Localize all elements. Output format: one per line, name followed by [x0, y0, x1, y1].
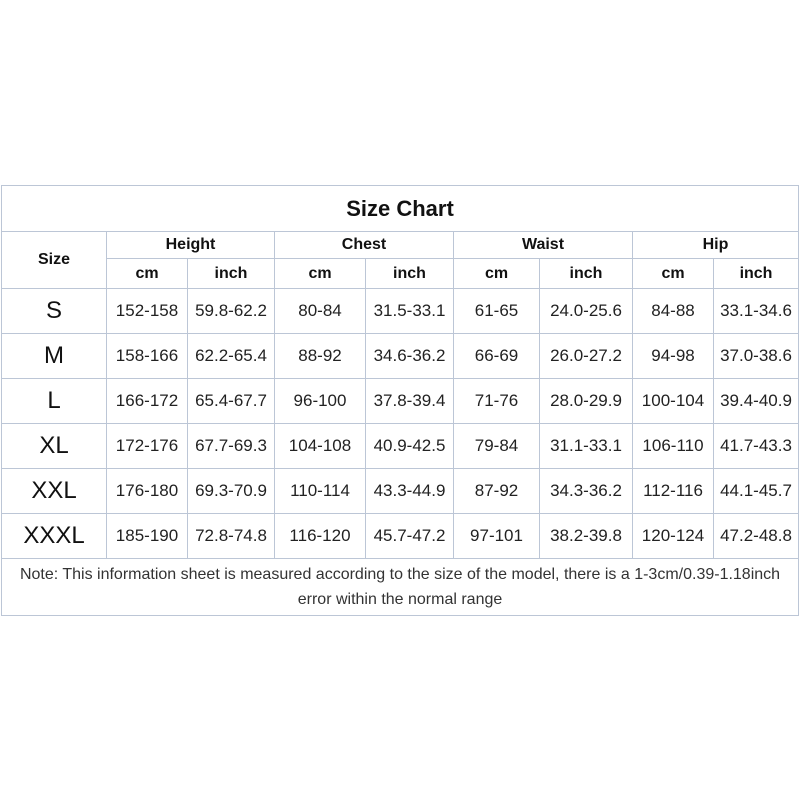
table-cell: 84-88 [633, 289, 714, 334]
unit-header: cm [633, 259, 714, 289]
unit-header: cm [454, 259, 540, 289]
table-cell: 172-176 [107, 424, 188, 469]
table-cell: 61-65 [454, 289, 540, 334]
table-cell: 31.5-33.1 [366, 289, 454, 334]
table-cell: 110-114 [275, 469, 366, 514]
table-cell: 34.3-36.2 [540, 469, 633, 514]
table-cell: 26.0-27.2 [540, 334, 633, 379]
table-cell: 45.7-47.2 [366, 514, 454, 559]
table-row [2, 289, 799, 334]
table-cell: 69.3-70.9 [188, 469, 275, 514]
table-cell: 40.9-42.5 [366, 424, 454, 469]
table-cell: 96-100 [275, 379, 366, 424]
table-cell: 120-124 [633, 514, 714, 559]
table-row [2, 514, 799, 559]
unit-header: inch [366, 259, 454, 289]
table-cell: 97-101 [454, 514, 540, 559]
table-cell: 38.2-39.8 [540, 514, 633, 559]
table-cell: 37.8-39.4 [366, 379, 454, 424]
size-chart-table [1, 185, 799, 616]
size-label: XXL [2, 469, 107, 514]
waist-header: Waist [454, 232, 633, 259]
chart-title: Size Chart [2, 186, 799, 232]
unit-header: inch [540, 259, 633, 289]
table-cell: 88-92 [275, 334, 366, 379]
table-cell: 24.0-25.6 [540, 289, 633, 334]
table-cell: 80-84 [275, 289, 366, 334]
table-cell: 67.7-69.3 [188, 424, 275, 469]
table-cell: 116-120 [275, 514, 366, 559]
size-column-header: Size [2, 232, 107, 289]
table-cell: 65.4-67.7 [188, 379, 275, 424]
table-cell: 39.4-40.9 [714, 379, 799, 424]
unit-header: cm [107, 259, 188, 289]
unit-header: inch [714, 259, 799, 289]
table-cell: 31.1-33.1 [540, 424, 633, 469]
table-cell: 185-190 [107, 514, 188, 559]
table-cell: 158-166 [107, 334, 188, 379]
size-label: L [2, 379, 107, 424]
table-row [2, 469, 799, 514]
table-cell: 66-69 [454, 334, 540, 379]
size-label: S [2, 289, 107, 334]
table-cell: 100-104 [633, 379, 714, 424]
table-row [2, 334, 799, 379]
table-cell: 104-108 [275, 424, 366, 469]
table-row [2, 379, 799, 424]
table-cell: 34.6-36.2 [366, 334, 454, 379]
size-label: XL [2, 424, 107, 469]
table-cell: 106-110 [633, 424, 714, 469]
footnote: Note: This information sheet is measured according to the size of the model, there is a 1-3cm/0.39-1.18inch error within the normal range [2, 559, 799, 616]
table-cell: 43.3-44.9 [366, 469, 454, 514]
height-header: Height [107, 232, 275, 259]
size-label: M [2, 334, 107, 379]
table-cell: 71-76 [454, 379, 540, 424]
unit-header: cm [275, 259, 366, 289]
table-cell: 152-158 [107, 289, 188, 334]
table-cell: 41.7-43.3 [714, 424, 799, 469]
table-cell: 33.1-34.6 [714, 289, 799, 334]
table-cell: 94-98 [633, 334, 714, 379]
table-cell: 72.8-74.8 [188, 514, 275, 559]
table-cell: 37.0-38.6 [714, 334, 799, 379]
chest-header: Chest [275, 232, 454, 259]
table-cell: 176-180 [107, 469, 188, 514]
table-cell: 79-84 [454, 424, 540, 469]
table-cell: 166-172 [107, 379, 188, 424]
table-cell: 62.2-65.4 [188, 334, 275, 379]
table-cell: 87-92 [454, 469, 540, 514]
table-cell: 47.2-48.8 [714, 514, 799, 559]
hip-header: Hip [633, 232, 799, 259]
table-cell: 59.8-62.2 [188, 289, 275, 334]
unit-header: inch [188, 259, 275, 289]
table-cell: 112-116 [633, 469, 714, 514]
table-row [2, 424, 799, 469]
table-cell: 28.0-29.9 [540, 379, 633, 424]
size-label: XXXL [2, 514, 107, 559]
table-cell: 44.1-45.7 [714, 469, 799, 514]
